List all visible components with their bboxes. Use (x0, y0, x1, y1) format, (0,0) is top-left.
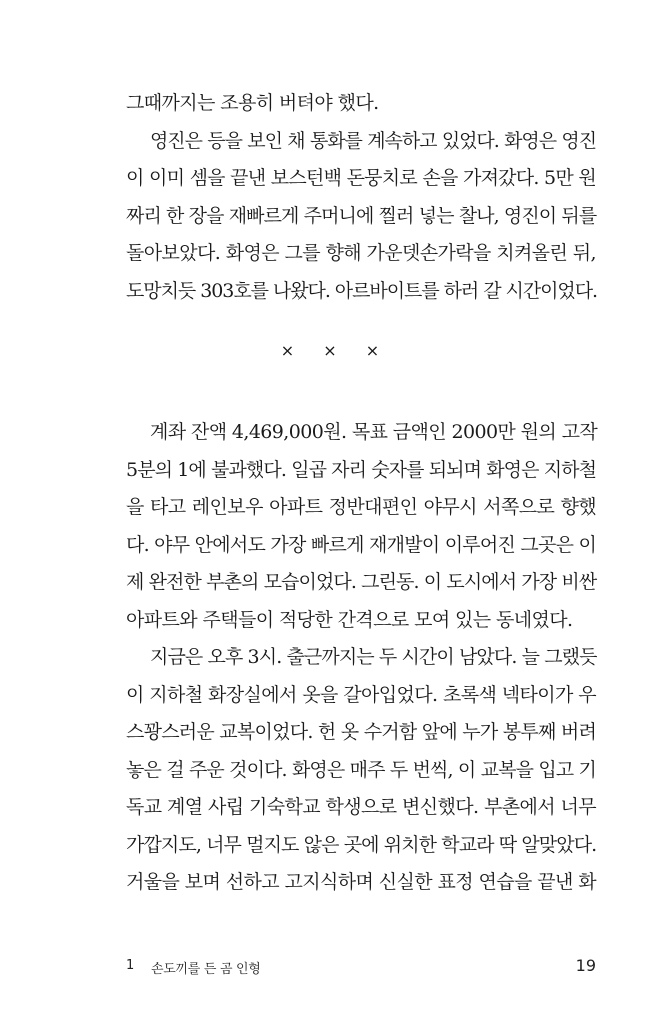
body-line: 짜리 한 장을 재빠르게 주머니에 찔러 넣는 찰나, 영진이 뒤를 (126, 205, 597, 227)
body-line: 독교 계열 사립 기숙학교 학생으로 변신했다. 부촌에서 너무 (126, 796, 596, 818)
page-footer (126, 956, 596, 978)
body-line: 다. 야무 안에서도 가장 빠르게 재개발이 이루어진 그곳은 이 (126, 534, 597, 556)
body-line: 지금은 오후 3시. 출근까지는 두 시간이 남았다. 늘 그랬듯 (150, 646, 597, 668)
body-line: 거울을 보며 선하고 고지식하며 신실한 표정 연습을 끝낸 화 (126, 871, 596, 893)
chapter-title: 손도끼를 든 곰 인형 (151, 962, 261, 977)
body-line: 스꽝스러운 교복이었다. 헌 옷 수거함 앞에 누가 봉투째 버려 (126, 721, 597, 743)
body-line: 을 타고 레인보우 아파트 정반대편인 야무시 서쪽으로 향했 (126, 496, 596, 518)
chapter-number: 1 (126, 958, 135, 973)
body-line: 제 완전한 부촌의 모습이었다. 그린동. 이 도시에서 가장 비싼 (126, 571, 597, 593)
body-line: 아파트와 주택들이 적당한 간격으로 모여 있는 동네였다. (126, 609, 573, 631)
body-line: 돌아보았다. 화영은 그를 향해 가운뎃손가락을 치켜올린 뒤, (126, 242, 596, 264)
body-line: 이 이미 셈을 끝낸 보스턴백 돈뭉치로 손을 가져갔다. 5만 원 (126, 167, 596, 189)
page-number: 19 (575, 956, 596, 975)
body-line: 도망치듯 303호를 나왔다. 아르바이트를 하러 갈 시간이었다. (126, 280, 598, 302)
body-line: 5분의 1에 불과했다. 일곱 자리 숫자를 되뇌며 화영은 지하철 (126, 459, 597, 481)
body-line: 이 지하철 화장실에서 옷을 갈아입었다. 초록색 넥타이가 우 (126, 684, 596, 706)
body-line: 놓은 걸 주운 것이다. 화영은 매주 두 번씩, 이 교복을 입고 기 (126, 759, 596, 781)
body-line: 계좌 잔액 4,469,000원. 목표 금액인 2000만 원의 고작 (150, 421, 598, 443)
body-line: 영진은 등을 보인 채 통화를 계속하고 있었다. 화영은 영진 (150, 130, 596, 152)
body-line: 가깝지도, 너무 멀지도 않은 곳에 위치한 학교라 딱 알맞았다. (126, 834, 597, 856)
body-line: 그때까지는 조용히 버텨야 했다. (126, 92, 379, 114)
section-separator: × × × (280, 341, 392, 360)
